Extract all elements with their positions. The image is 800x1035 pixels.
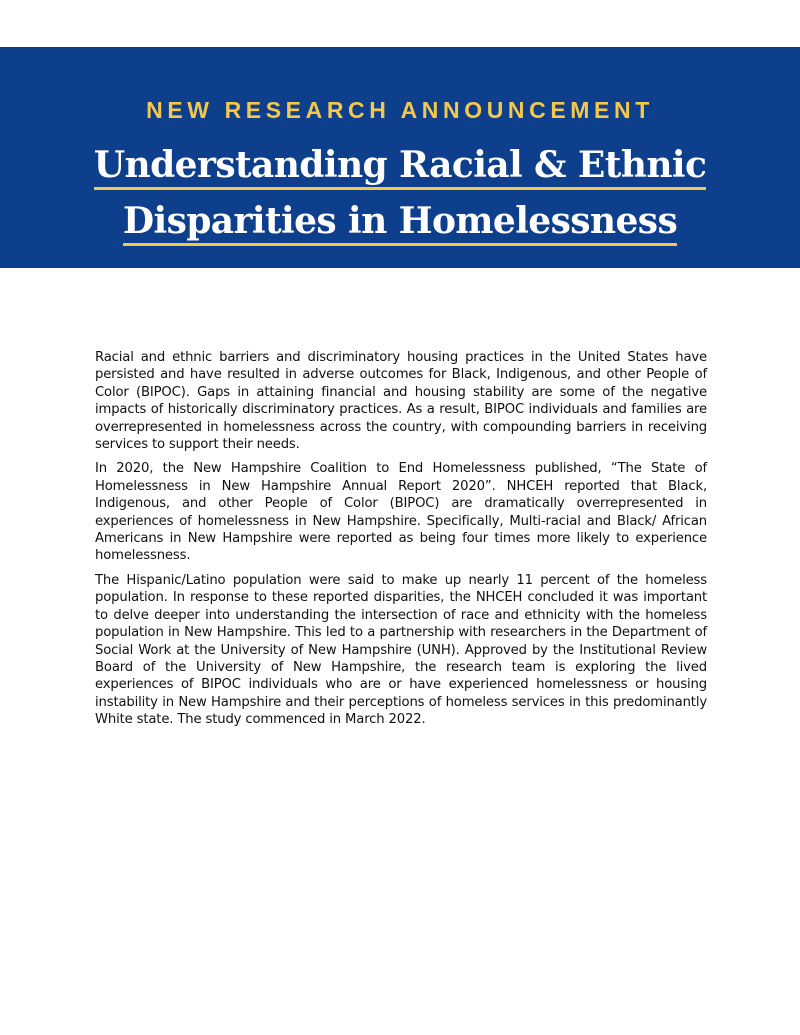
paragraph-1: Racial and ethnic barriers and discriminatory housing practices in the United States have persisted and have resulted in adverse outcomes for Black, Indigenous, and other People of Color (BIPOC). Gaps in attaining financial and housing stability are some of the negative impacts of historically discriminatory practices. As a result, BIPOC individuals and families are overrepresented in homelessness across the country, with compounding barriers in receiving services to support their needs. — [95, 350, 707, 453]
title-line-1: Understanding Racial & Ethnic — [94, 145, 707, 190]
title-line-2: Disparities in Homelessness — [123, 201, 677, 246]
announcement-kicker: NEW RESEARCH ANNOUNCEMENT — [146, 97, 654, 123]
paragraph-2: In 2020, the New Hampshire Coalition to End Homelessness published, “The State of Homelessness in New Hampshire Annual Report 2020”. NHCEH reported that Black, Indigenous, and other People of Color (BIPOC) are dramatically overrepresented in experiences of homelessness in New Hampshire. Specifically, Multi-racial and Black/ African Americans in New Hampshire were reported as being four times more likely to experience homelessness. — [95, 461, 707, 564]
body-text — [95, 349, 707, 736]
page-title — [0, 140, 800, 252]
paragraph-3: The Hispanic/Latino population were said to make up nearly 11 percent of the homeless population. In response to these reported disparities, the NHCEH concluded it was important to delve deeper into understanding the intersection of race and ethnicity with the homeless population in New Hampshire. This led to a partnership with researchers in the Department of Social Work at the University of New Hampshire (UNH). Approved by the Institutional Review Board of the University of New Hampshire, the research team is exploring the lived experiences of BIPOC individuals who are or have experienced homelessness or housing instability in New Hampshire and their perceptions of homeless services in this predominantly White state. The study commenced in March 2022. — [95, 572, 707, 728]
